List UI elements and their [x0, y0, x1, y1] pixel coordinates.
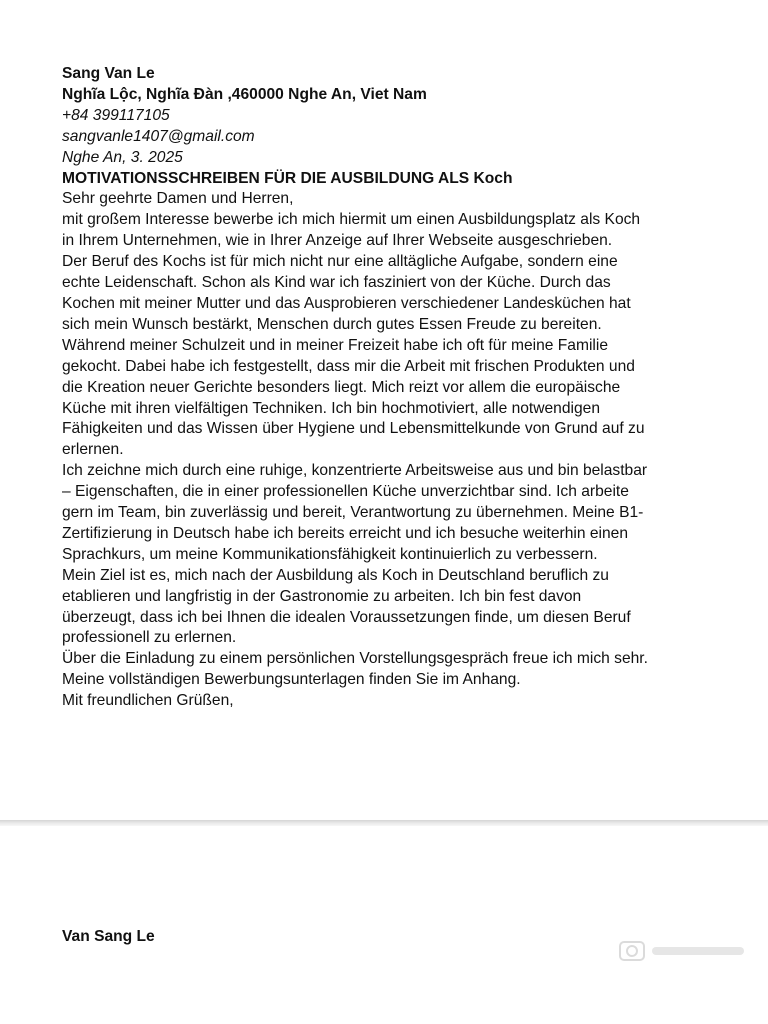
body-line: Fähigkeiten und das Wissen über Hygiene und Lebensmittelkunde von Grund auf zu: [62, 420, 645, 438]
body-line: – Eigenschaften, die in einer professionellen Küche unverzichtbar sind. Ich arbeite: [62, 483, 629, 501]
body-line: sich mein Wunsch bestärkt, Menschen durch gutes Essen Freude zu bereiten.: [62, 315, 602, 333]
letter-subject: MOTIVATIONSSCHREIBEN FÜR DIE AUSBILDUNG ALS Koch: [62, 169, 513, 187]
sender-email: sangvanle1407@gmail.com: [62, 127, 255, 145]
body-line: etablieren und langfristig in der Gastronomie zu arbeiten. Ich bin fest davon: [62, 587, 582, 605]
body-line: Mein Ziel ist es, mich nach der Ausbildung als Koch in Deutschland beruflich zu: [62, 566, 609, 584]
body-line: Zertifizierung in Deutsch habe ich bereits erreicht und ich besuche weiterhin einen: [62, 524, 629, 542]
body-line: professionell zu erlernen.: [62, 629, 237, 647]
signature-page: [0, 826, 768, 1024]
body-line: in Ihrem Unternehmen, wie in Ihrer Anzeige auf Ihrer Webseite ausgeschrieben.: [62, 232, 613, 250]
signature-name: Van Sang Le: [62, 928, 155, 945]
body-line: Während meiner Schulzeit und in meiner Freizeit habe ich oft für meine Familie: [62, 336, 609, 354]
sender-name: Sang Van Le: [62, 65, 155, 82]
sender-address: Nghĩa Lộc, Nghĩa Đàn ,460000 Nghe An, Viet Nam: [62, 85, 427, 103]
letter-date: Nghe An, 3. 2025: [62, 148, 183, 166]
salutation: Sehr geehrte Damen und Herren,: [62, 190, 294, 208]
body-line: Kochen mit meiner Mutter und das Ausprobieren verschiedener Landesküchen hat: [62, 294, 631, 312]
body-line: die Kreation neuer Gerichte besonders liegt. Mich reizt vor allem die europäische: [62, 378, 621, 396]
body-line: echte Leidenschaft. Schon als Kind war ich fasziniert von der Küche. Durch das: [62, 274, 611, 292]
body-line: mit großem Interesse bewerbe ich mich hiermit um einen Ausbildungsplatz als Koch: [62, 211, 641, 229]
watermark-logo: [618, 938, 750, 964]
closing: Mit freundlichen Grüßen,: [62, 692, 234, 710]
body-line: Über die Einladung zu einem persönlichen Vorstellungsgespräch freue ich mich sehr.: [62, 650, 648, 668]
body-line: gekocht. Dabei habe ich festgestellt, dass mir die Arbeit mit frischen Produkten und: [62, 357, 635, 375]
body-line: Meine vollständigen Bewerbungsunterlagen finden Sie im Anhang.: [62, 671, 521, 689]
letter-body: [62, 64, 742, 712]
body-line: Der Beruf des Kochs ist für mich nicht nur eine alltägliche Aufgabe, sondern eine: [62, 253, 618, 271]
body-line: Küche mit ihren vielfältigen Techniken. Ich bin hochmotiviert, alle notwendigen: [62, 399, 601, 417]
body-line: erlernen.: [62, 441, 124, 459]
sender-phone: +84 399117105: [62, 106, 170, 124]
body-line: Sprachkurs, um meine Kommunikationsfähigkeit kontinuierlich zu verbessern.: [62, 545, 598, 563]
body-line: überzeugt, dass ich bei Ihnen die idealen Voraussetzungen finde, um diesen Beruf: [62, 608, 631, 626]
body-line: Ich zeichne mich durch eine ruhige, konzentrierte Arbeitsweise aus und bin belastbar: [62, 462, 648, 480]
body-line: gern im Team, bin zuverlässig und bereit, Verantwortung zu übernehmen. Meine B1-: [62, 504, 644, 522]
